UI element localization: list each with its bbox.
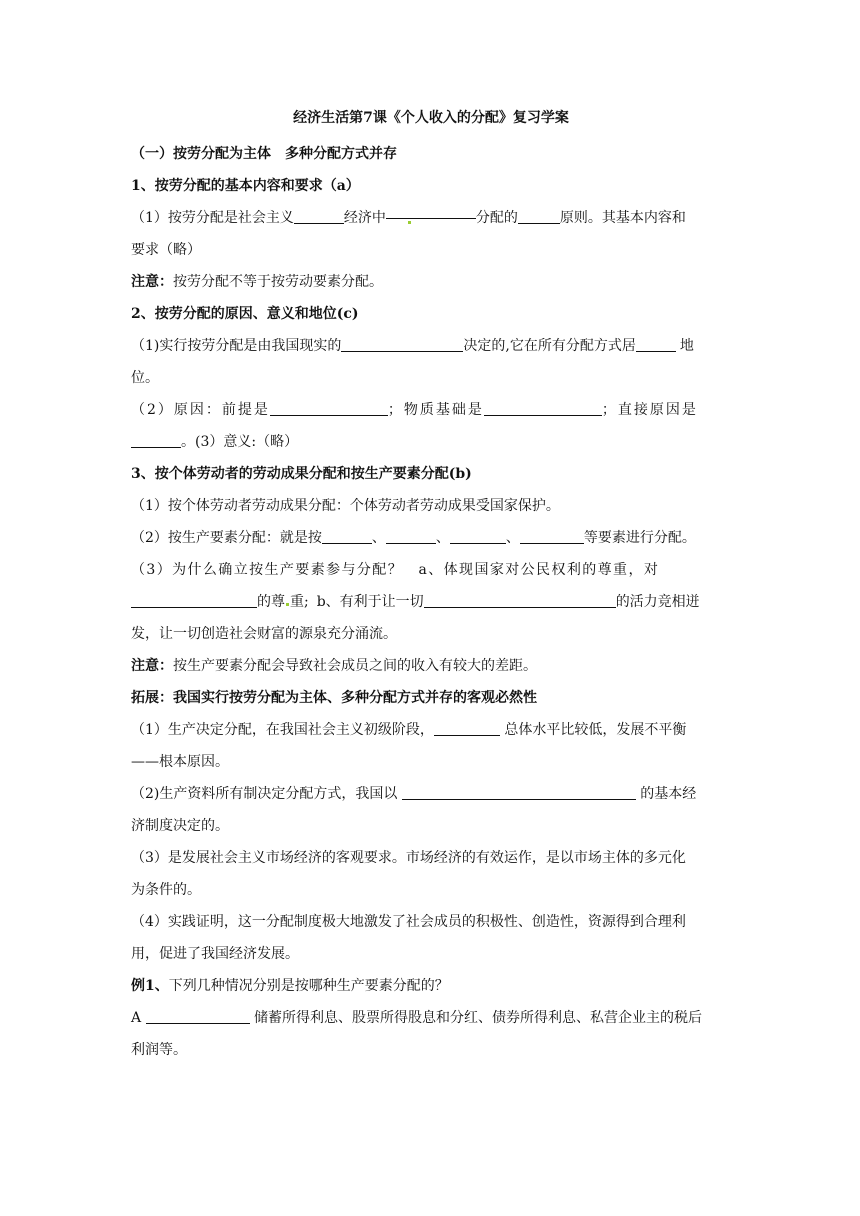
paragraph-1-cont: 要求（略） [131, 242, 201, 258]
paragraph-7 [131, 714, 731, 746]
separator: 、 [435, 530, 450, 546]
paragraph-10: （4）实践证明，这一分配制度极大地激发了社会成员的积极性、创造性，资源得到合理利 [131, 914, 686, 930]
note-1 [131, 266, 731, 298]
fill-blank[interactable] [518, 209, 560, 224]
paragraph-2 [131, 330, 731, 362]
text: （2)生产资料所有制决定分配方式，我国以 [131, 786, 398, 802]
paragraph-9-cont: 为条件的。 [131, 882, 201, 898]
text: 经济中 [343, 210, 386, 226]
extension-label: 拓展： [131, 690, 173, 706]
note-2 [131, 650, 731, 682]
example-1-a [131, 1002, 731, 1034]
fill-blank[interactable] [520, 529, 584, 544]
fill-blank[interactable] [402, 785, 636, 800]
example-1 [131, 970, 731, 1002]
heading-2: 2、按劳分配的原因、意义和地位(c) [131, 306, 359, 322]
fill-blank[interactable] [434, 721, 500, 736]
paragraph-6-cont [131, 586, 731, 618]
text: 的基本经 [640, 786, 697, 802]
text: （1）按劳分配是社会主义 [131, 210, 294, 226]
fill-blank[interactable] [270, 401, 388, 416]
fill-blank[interactable] [131, 593, 257, 608]
fill-blank[interactable] [322, 529, 372, 544]
paragraph-6: （3）为什么确立按生产要素参与分配？ a、体现国家对公民权利的尊重，对 [131, 562, 660, 578]
example-text: 下列几种情况分别是按哪种生产要素分配的？ [168, 978, 449, 994]
text: b、有利于让一切 [316, 594, 424, 610]
example-label: 例1、 [131, 978, 169, 994]
paragraph-6-end: 发，让一切创造社会财富的源泉充分涌流。 [131, 626, 397, 642]
text: 地 [679, 338, 694, 354]
text: ；直接原因是 [601, 402, 698, 418]
fill-blank[interactable] [386, 204, 476, 219]
heading-1: 1、按劳分配的基本内容和要求（a） [131, 178, 360, 194]
example-1-a-cont: 利润等。 [131, 1042, 187, 1058]
fill-blank[interactable] [424, 593, 616, 608]
note-label: 注意： [131, 658, 173, 674]
document-page [131, 100, 731, 1066]
text: 分配的 [475, 210, 518, 226]
document-title: 经济生活第7课《个人收入的分配》复习学案 [293, 110, 569, 126]
fill-blank[interactable] [386, 529, 436, 544]
note-text: 按劳分配不等于按劳动要素分配。 [173, 274, 383, 290]
text: 总体水平比较低，发展不平衡 [504, 722, 687, 738]
green-mark-icon [286, 603, 289, 606]
text: （2）按生产要素分配：就是按 [131, 530, 322, 546]
green-mark-icon [408, 221, 411, 224]
text: 。(3）意义:（略） [181, 434, 299, 450]
paragraph-10-cont: 用，促进了我国经济发展。 [131, 946, 299, 962]
fill-blank[interactable] [450, 529, 506, 544]
option-label: A [131, 1010, 142, 1026]
text: 的活力竞相迸 [615, 594, 700, 610]
fill-blank[interactable] [341, 337, 463, 352]
fill-blank[interactable] [146, 1009, 250, 1024]
text: 的尊 [257, 594, 285, 610]
text: 重; [290, 594, 309, 610]
note-text: 按生产要素分配会导致社会成员之间的收入有较大的差距。 [173, 658, 537, 674]
note-label: 注意： [131, 274, 173, 290]
text: （1)实行按劳分配是由我国现实的 [131, 338, 342, 354]
paragraph-4: （1）按个体劳动者劳动成果分配：个体劳动者劳动成果受国家保护。 [131, 498, 560, 514]
text: 等要素进行分配。 [583, 530, 696, 546]
text: （1）生产决定分配，在我国社会主义初级阶段， [131, 722, 434, 738]
fill-blank[interactable] [294, 209, 344, 224]
extension-heading [131, 682, 731, 714]
heading-3: 3、按个体劳动者的劳动成果分配和按生产要素分配(b) [131, 466, 472, 482]
text: ；物质基础是 [387, 402, 484, 418]
extension-title: 我国实行按劳分配为主体、多种分配方式并存的客观必然性 [173, 690, 537, 706]
text: 储蓄所得利息、股票所得股息和分红、债券所得利息、私营企业主的税后 [254, 1010, 703, 1026]
separator: 、 [505, 530, 520, 546]
paragraph-8-cont: 济制度决定的。 [131, 818, 229, 834]
paragraph-3 [131, 394, 731, 426]
paragraph-9: （3）是发展社会主义市场经济的客观要求。市场经济的有效运作，是以市场主体的多元化 [131, 850, 686, 866]
fill-blank[interactable] [636, 337, 676, 352]
paragraph-7-cont: ——根本原因。 [131, 754, 229, 770]
paragraph-3-cont [131, 426, 731, 458]
text: 原则。其基本内容和 [559, 210, 686, 226]
section-heading: （一）按劳分配为主体 多种分配方式并存 [131, 146, 397, 162]
paragraph-2-cont: 位。 [131, 370, 159, 386]
separator: 、 [371, 530, 386, 546]
paragraph-8 [131, 778, 731, 810]
text: （2）原因：前提是 [131, 402, 270, 418]
paragraph-5 [131, 522, 731, 554]
fill-blank[interactable] [484, 401, 602, 416]
text: 决定的,它在所有分配方式居 [463, 338, 636, 354]
fill-blank[interactable] [131, 433, 181, 448]
paragraph-1 [131, 202, 731, 234]
